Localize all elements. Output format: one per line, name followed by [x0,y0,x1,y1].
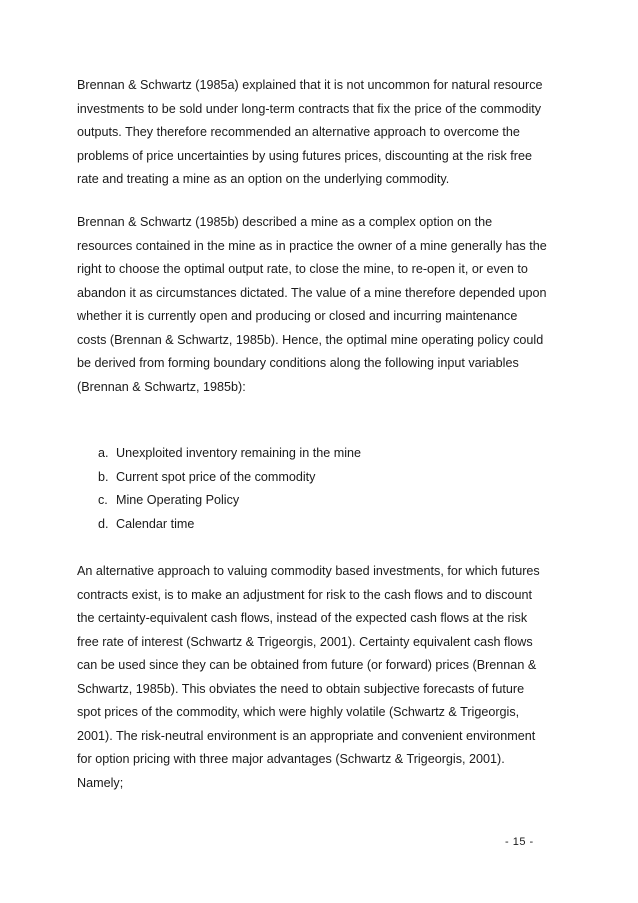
text-line: whether it is currently open and producing or closed and incurring maintenance [77,309,518,323]
list-item-text: Mine Operating Policy [116,493,240,507]
text-line: costs (Brennan & Schwartz, 1985b). Hence, the optimal mine operating policy could [77,332,544,347]
text-line: contracts exist, is to make an adjustment for risk to the cash flows and to discount [77,587,532,602]
text-line: Brennan & Schwartz (1985a) explained that it is not uncommon for natural resource [77,78,543,92]
list-marker: a. [98,446,109,460]
list-item [98,489,361,513]
text-line: Schwartz, 1985b). This obviates the need to obtain subjective forecasts of future [77,681,525,696]
text-line: Brennan & Schwartz (1985b) described a mine as a complex option on the [77,215,493,229]
list-item-text: Unexploited inventory remaining in the mine [116,446,362,460]
text-line: 2001). The risk-neutral environment is an appropriate and convenient environment [77,728,536,743]
text-line: abandon it as circumstances dictated. The value of a mine therefore depended upon [77,285,547,300]
list-item [98,442,361,466]
text-line: outputs. They therefore recommended an alternative approach to overcome the [77,125,520,139]
text-line: Namely; [77,775,124,790]
list-item [98,466,361,490]
text-line: (Brennan & Schwartz, 1985b): [77,379,246,394]
text-line: can be used since they can be obtained from future (or forward) prices (Brennan & [77,658,537,672]
text-line: free rate of interest (Schwartz & Trigeorgis, 2001). Certainty equivalent cash flows [77,634,533,649]
text-line: for option pricing with three major advantages (Schwartz & Trigeorgis, 2001). [77,752,505,766]
text-line: investments to be sold under long-term contracts that fix the price of the commodity [77,101,542,116]
list-marker: d. [98,516,109,531]
list-item-text: Current spot price of the commodity [116,469,316,484]
paragraph-1 [77,74,567,192]
paragraph-2 [77,211,567,399]
text-line: resources contained in the mine as in practice the owner of a mine generally has the [77,238,547,253]
list-marker: b. [98,469,109,484]
list-item-text: Calendar time [116,516,195,531]
text-line: spot prices of the commodity, which were highly volatile (Schwartz & Trigeorgis, [77,705,520,719]
list-marker: c. [98,493,108,507]
text-line: be derived from forming boundary conditions along the following input variables [77,356,519,370]
text-line: the certainty-equivalent cash flows, instead of the expected cash flows at the risk [77,611,528,625]
text-line: An alternative approach to valuing commodity based investments, for which futures [77,564,540,578]
text-line: right to choose the optimal output rate, to close the mine, to re-open it, or even to [77,262,528,276]
page-number: - 15 - [505,836,534,848]
text-line: rate and treating a mine as an option on the underlying commodity. [77,172,450,186]
input-variables-list [98,442,361,536]
list-item [98,513,361,537]
paragraph-3 [77,560,567,795]
text-line: problems of price uncertainties by using futures prices, discounting at the risk free [77,148,532,163]
